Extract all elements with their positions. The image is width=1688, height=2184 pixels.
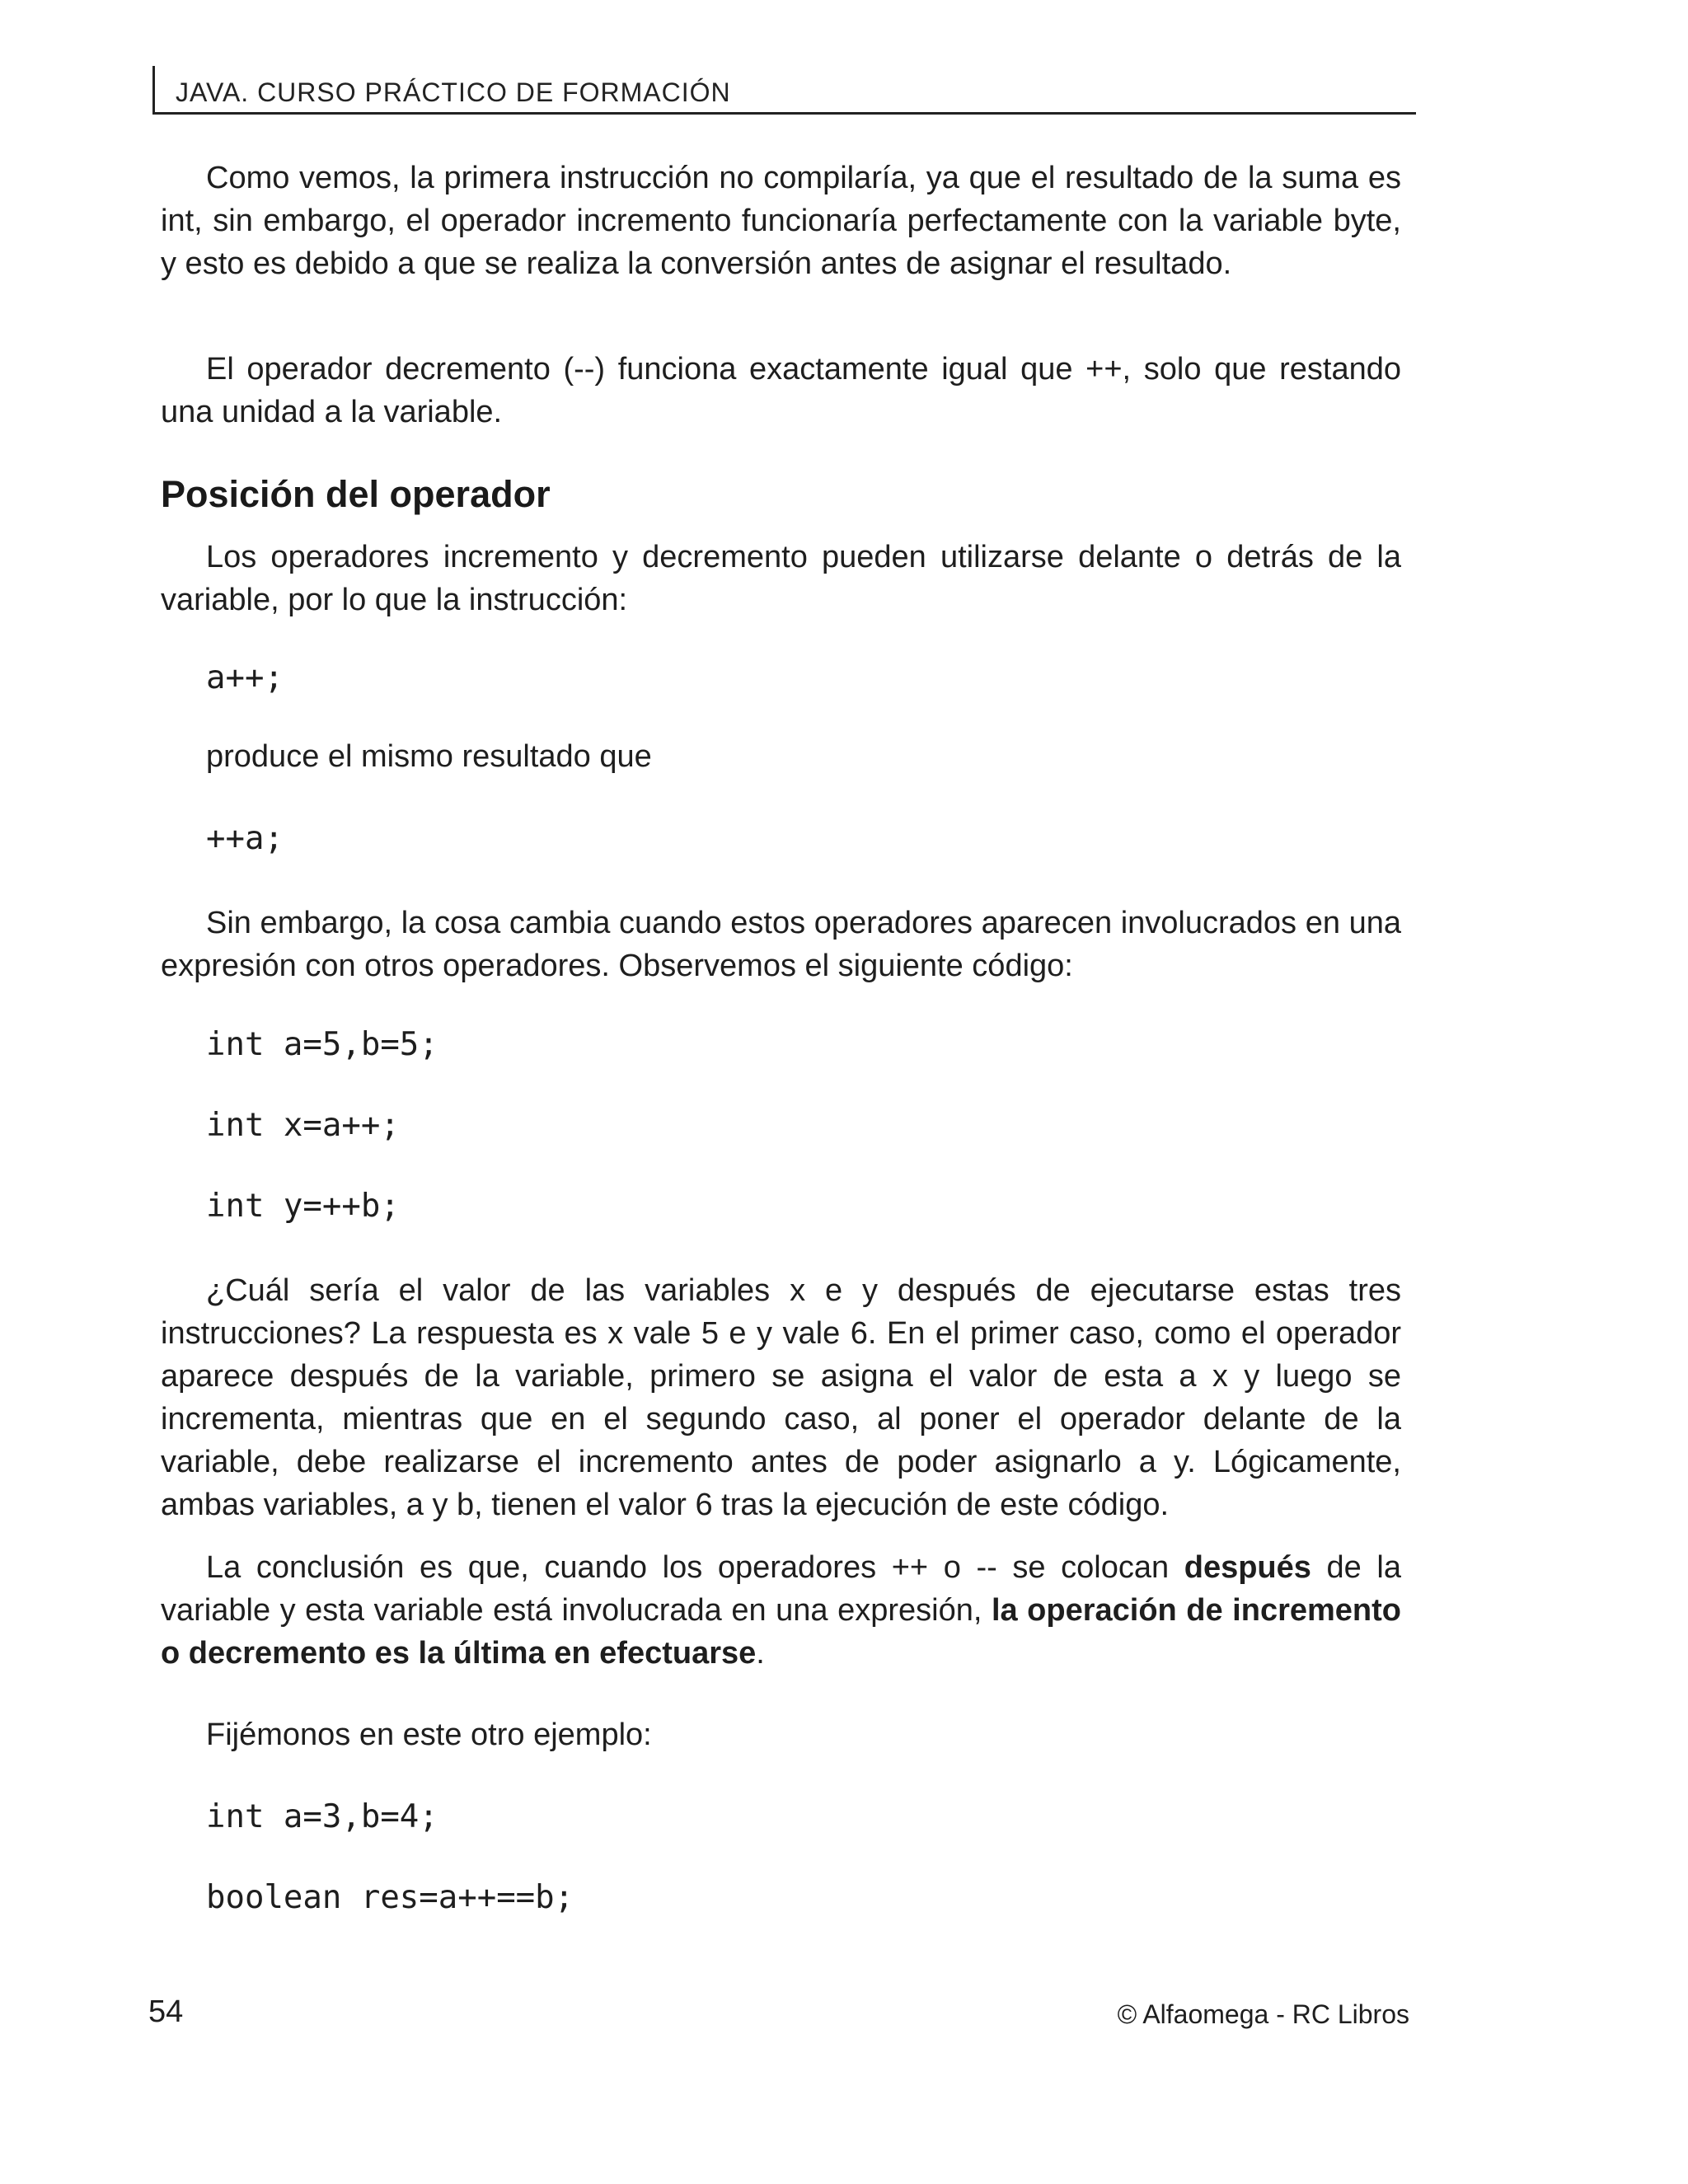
section-heading: Posición del operador xyxy=(161,473,551,515)
paragraph-7-text: de la variable y esta variable está involucrada en una expresión, xyxy=(161,1550,1401,1628)
running-header xyxy=(152,66,1416,115)
code-line: a++; xyxy=(206,659,284,696)
code-line: int a=3,b=4; xyxy=(206,1798,438,1835)
code-line: int x=a++; xyxy=(206,1107,400,1144)
paragraph-7-bold: la operación de incremento o decremento es la última en efectuarse xyxy=(161,1593,1401,1671)
paragraph-7-text: La conclusión es que, cuando los operadores ++ o -- se colocan xyxy=(206,1550,1184,1585)
paragraph-2: El operador decremento (--) funciona exactamente igual que ++, solo que restando una unidad a la variable. xyxy=(161,352,1401,429)
paragraph-4: produce el mismo resultado que xyxy=(206,739,652,774)
paragraph-7-text: . xyxy=(756,1636,765,1671)
paragraph-3: Los operadores incremento y decremento pueden utilizarse delante o detrás de la variable, por lo que la instrucción: xyxy=(161,540,1401,617)
code-line: int y=++b; xyxy=(206,1188,400,1225)
paragraph-1: Como vemos, la primera instrucción no compilaría, ya que el resultado de la suma es int, sin embargo, el operador incremento funcionaría perfectamente con la variable byte, y esto es debido a que se realiza la conversión antes de asignar el resultado. xyxy=(161,161,1401,281)
paragraph-7-bold: después xyxy=(1184,1550,1311,1585)
page-number: 54 xyxy=(148,1994,184,2029)
paragraph-5: Sin embargo, la cosa cambia cuando estos operadores aparecen involucrados en una expresión con otros operadores. Observemos el siguiente código: xyxy=(161,906,1401,983)
paragraph-8: Fijémonos en este otro ejemplo: xyxy=(206,1718,652,1752)
code-line: int a=5,b=5; xyxy=(206,1026,438,1063)
paragraph-6: ¿Cuál sería el valor de las variables x e y después de ejecutarse estas tres instrucciones? La respuesta es x vale 5 e y vale 6. En el primer caso, como el operador aparece después de la variable, primero se asigna el valor de esta a x y luego se incrementa, mientras que en el segundo caso, al poner el operador delante de la variable, debe realizarse el incremento antes de poder asignarlo a y. Lógicamente, ambas variables, a y b, tienen el valor 6 tras la ejecución de este código. xyxy=(161,1273,1401,1522)
paragraph-7 xyxy=(161,1546,1401,1675)
code-line: boolean res=a++==b; xyxy=(206,1879,574,1916)
publisher-credit: © Alfaomega - RC Libros xyxy=(1117,1999,1409,2029)
running-header-title: JAVA. CURSO PRÁCTICO DE FORMACIÓN xyxy=(176,77,731,107)
code-line: ++a; xyxy=(206,820,284,857)
